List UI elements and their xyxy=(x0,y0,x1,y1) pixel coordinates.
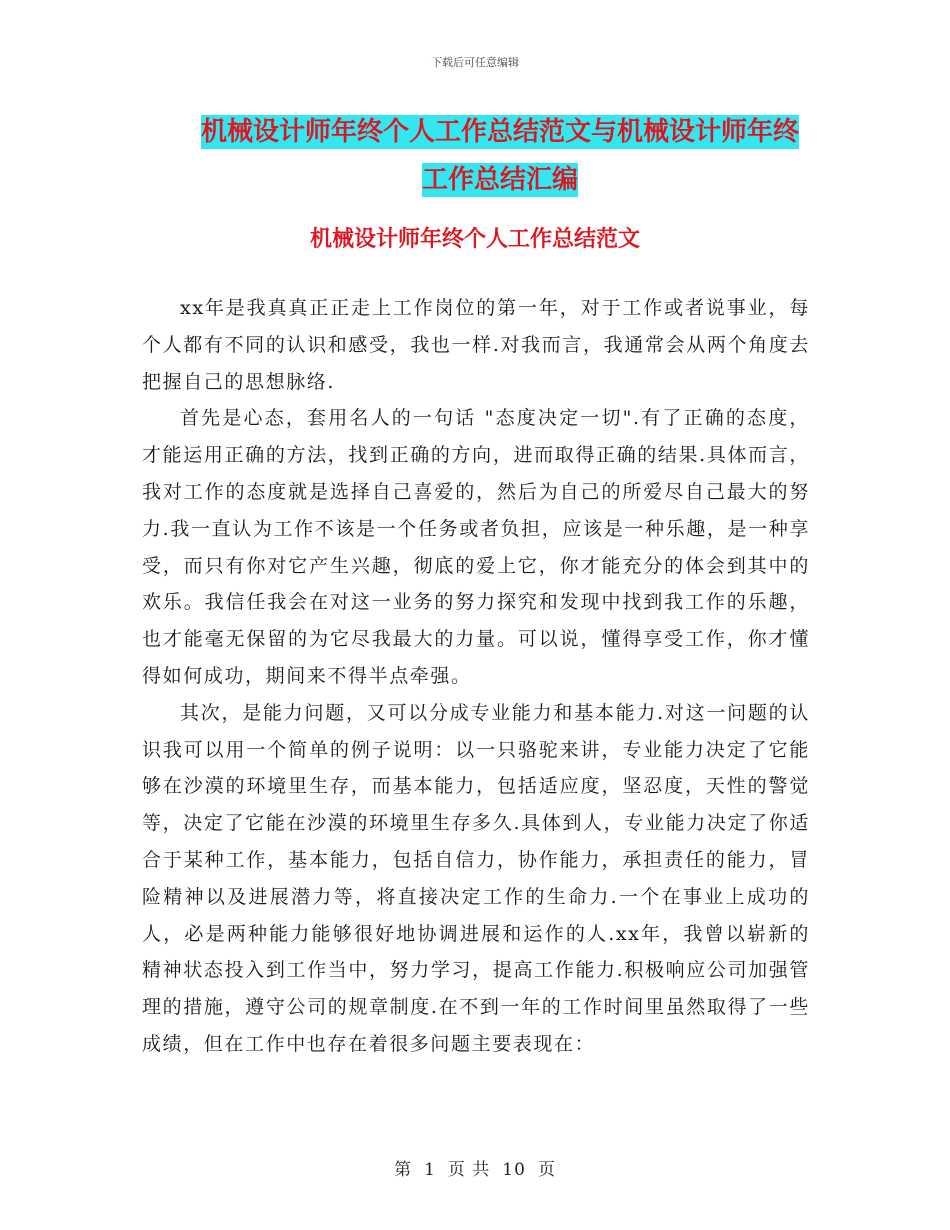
title-line-1: 机械设计师年终个人工作总结范文与机械设计师年终 xyxy=(200,117,799,147)
footer-suffix: 页 xyxy=(537,1160,556,1180)
footer-mid: 页 共 xyxy=(447,1160,491,1180)
body-text xyxy=(142,290,810,1063)
paragraph-3: 其次，是能力问题，又可以分成专业能力和基本能力.对这一问题的认识我可以用一个简单的例子说明：以一只骆驼来讲，专业能力决定了它能够在沙漠的环境里生存，而基本能力，包括适应度，坚忍度，天性的警觉等，决定了它能在沙漠的环境里生存多久.具体到人，专业能力决定了你适合于某种工作，基本能力，包括自信力，协作能力，承担责任的能力，冒险精神以及进展潜力等，将直接决定工作的生命力.一个在事业上成功的人，必是两种能力能够很好地协调进展和运作的人.xx年，我曾以崭新的精神状态投入到工作当中，努力学习，提高工作能力.积极响应公司加强管理的措施，遵守公司的规章制度.在不到一年的工作时间里虽然取得了一些成绩，但在工作中也存在着很多问题主要表现在： xyxy=(142,701,810,1055)
footer-total-pages: 10 xyxy=(502,1160,526,1180)
footer-page-number: 1 xyxy=(424,1160,436,1180)
title-line-2: 工作总结汇编 xyxy=(421,165,578,195)
document-title xyxy=(140,108,860,204)
paragraph-1: xx年是我真真正正走上工作岗位的第一年，对于工作或者说事业，每个人都有不同的认识和感受，我也一样.对我而言，我通常会从两个角度去把握自己的思想脉络. xyxy=(142,297,810,393)
section-heading: 机械设计师年终个人工作总结范文 xyxy=(309,226,640,252)
header-note: 下载后可任意编辑 xyxy=(431,56,519,69)
page-footer xyxy=(0,1155,950,1180)
paragraph-2: 首先是心态，套用名人的一句话 "态度决定一切".有了正确的态度，才能运用正确的方法，找到正确的方向，进而取得正确的结果.具体而言，我对工作的态度就是选择自己喜爱的，然后为自己的所爱尽自己最大的努力.我一直认为工作不该是一个任务或者负担，应该是一种乐趣，是一种享受，而只有你对它产生兴趣，彻底的爱上它，你才能充分的体会到其中的欢乐。我信任我会在对这一业务的努力探究和发现中找到我工作的乐趣，也才能毫无保留的为它尽我最大的力量。可以说，懂得享受工作，你才懂得如何成功，期间来不得半点牵强。 xyxy=(142,407,810,687)
footer-prefix: 第 xyxy=(394,1160,413,1180)
